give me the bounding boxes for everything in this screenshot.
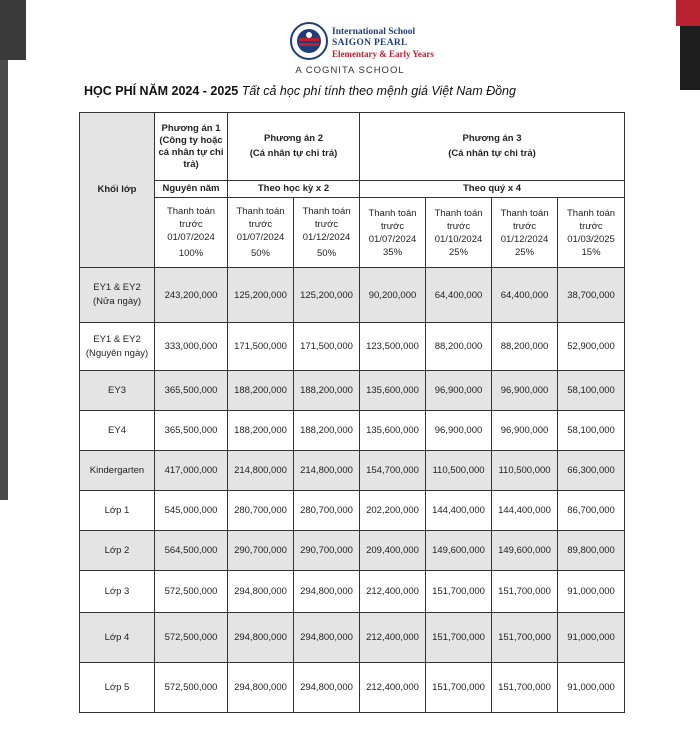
fee-cell: 171,500,000 bbox=[294, 323, 360, 371]
fee-cell: 135,600,000 bbox=[360, 411, 426, 451]
fee-cell: 90,200,000 bbox=[360, 268, 426, 323]
fee-cell: 91,000,000 bbox=[558, 571, 625, 613]
option2-header bbox=[228, 113, 360, 181]
school-name-line3: Elementary & Early Years bbox=[332, 49, 434, 59]
fee-cell: 212,400,000 bbox=[360, 663, 426, 713]
fee-cell: 151,700,000 bbox=[426, 663, 492, 713]
school-tagline: A COGNITA SCHOOL bbox=[295, 65, 405, 76]
fee-cell: 149,600,000 bbox=[426, 531, 492, 571]
option1-header: Phương án 1 (Công ty hoặc cá nhân tự chi trả) bbox=[155, 113, 228, 181]
fee-cell: 64,400,000 bbox=[492, 268, 558, 323]
fee-cell: 64,400,000 bbox=[426, 268, 492, 323]
payment-header: Thanh toán trước 01/12/2024 25% bbox=[492, 198, 558, 268]
payment-header: Thanh toán trước 01/10/2024 25% bbox=[426, 198, 492, 268]
payment-header: Thanh toán trước 01/07/2024 35% bbox=[360, 198, 426, 268]
option3-subtitle: (Cá nhân tự chi trả) bbox=[448, 148, 536, 159]
fee-cell: 209,400,000 bbox=[360, 531, 426, 571]
fee-cell: 86,700,000 bbox=[558, 491, 625, 531]
fee-cell: 58,100,000 bbox=[558, 371, 625, 411]
option2-subtitle: (Cá nhân tự chi trả) bbox=[249, 148, 338, 159]
fee-cell: 188,200,000 bbox=[228, 371, 294, 411]
fee-cell: 66,300,000 bbox=[558, 451, 625, 491]
table-row bbox=[80, 451, 625, 491]
payment-header: Thanh toán trước 01/12/2024 50% bbox=[294, 198, 360, 268]
table-row bbox=[80, 531, 625, 571]
page-title bbox=[84, 84, 516, 98]
grade-label: EY3 bbox=[80, 371, 155, 411]
fee-cell: 96,900,000 bbox=[426, 411, 492, 451]
option2-plan: Theo học kỳ x 2 bbox=[228, 181, 360, 198]
fee-cell: 365,500,000 bbox=[155, 371, 228, 411]
fee-cell: 110,500,000 bbox=[492, 451, 558, 491]
payment-header: Thanh toán trước 01/03/2025 15% bbox=[558, 198, 625, 268]
fee-cell: 417,000,000 bbox=[155, 451, 228, 491]
fee-cell: 280,700,000 bbox=[228, 491, 294, 531]
fee-cell: 151,700,000 bbox=[492, 663, 558, 713]
table-row bbox=[80, 323, 625, 371]
fee-cell: 572,500,000 bbox=[155, 663, 228, 713]
fee-cell: 365,500,000 bbox=[155, 411, 228, 451]
option3-header bbox=[360, 113, 625, 181]
grade-label: Lớp 4 bbox=[80, 613, 155, 663]
title-note: Tất cả học phí tính theo mệnh giá Việt Nam Đồng bbox=[241, 84, 516, 98]
grade-label: EY1 & EY2 (Nửa ngày) bbox=[80, 268, 155, 323]
fee-cell: 564,500,000 bbox=[155, 531, 228, 571]
fee-cell: 96,900,000 bbox=[426, 371, 492, 411]
fee-cell: 151,700,000 bbox=[426, 571, 492, 613]
fee-cell: 572,500,000 bbox=[155, 613, 228, 663]
table-row bbox=[80, 613, 625, 663]
fee-cell: 96,900,000 bbox=[492, 411, 558, 451]
fee-cell: 294,800,000 bbox=[228, 571, 294, 613]
fee-cell: 123,500,000 bbox=[360, 323, 426, 371]
school-name-line1: International School bbox=[332, 27, 416, 37]
fee-table bbox=[79, 112, 625, 713]
fee-cell: 171,500,000 bbox=[228, 323, 294, 371]
fee-cell: 243,200,000 bbox=[155, 268, 228, 323]
fee-cell: 188,200,000 bbox=[294, 411, 360, 451]
grade-label: Lớp 1 bbox=[80, 491, 155, 531]
fee-cell: 333,000,000 bbox=[155, 323, 228, 371]
table-row bbox=[80, 571, 625, 613]
fee-cell: 144,400,000 bbox=[492, 491, 558, 531]
fee-cell: 294,800,000 bbox=[294, 613, 360, 663]
fee-cell: 151,700,000 bbox=[426, 613, 492, 663]
fee-cell: 214,800,000 bbox=[294, 451, 360, 491]
fee-cell: 89,800,000 bbox=[558, 531, 625, 571]
title-main: HỌC PHÍ NĂM 2024 - 2025 bbox=[84, 84, 239, 98]
fee-cell: 294,800,000 bbox=[228, 613, 294, 663]
fee-cell: 88,200,000 bbox=[426, 323, 492, 371]
fee-cell: 572,500,000 bbox=[155, 571, 228, 613]
fee-cell: 110,500,000 bbox=[426, 451, 492, 491]
option1-plan: Nguyên năm bbox=[155, 181, 228, 198]
fee-cell: 290,700,000 bbox=[294, 531, 360, 571]
fee-cell: 151,700,000 bbox=[492, 571, 558, 613]
fee-cell: 188,200,000 bbox=[294, 371, 360, 411]
school-seal-icon bbox=[290, 22, 328, 60]
fee-cell: 88,200,000 bbox=[492, 323, 558, 371]
option3-plan: Theo quý x 4 bbox=[360, 181, 625, 198]
payment-header: Thanh toán trước 01/07/2024 100% bbox=[155, 198, 228, 268]
fee-cell: 151,700,000 bbox=[492, 613, 558, 663]
fee-cell: 154,700,000 bbox=[360, 451, 426, 491]
fee-cell: 96,900,000 bbox=[492, 371, 558, 411]
option2-title: Phương án 2 bbox=[263, 133, 324, 144]
table-row bbox=[80, 371, 625, 411]
fee-cell: 294,800,000 bbox=[294, 571, 360, 613]
fee-cell: 294,800,000 bbox=[294, 663, 360, 713]
fee-cell: 545,000,000 bbox=[155, 491, 228, 531]
fee-cell: 212,400,000 bbox=[360, 613, 426, 663]
school-name-line2: SAIGON PEARL bbox=[332, 38, 408, 48]
fee-cell: 38,700,000 bbox=[558, 268, 625, 323]
fee-cell: 202,200,000 bbox=[360, 491, 426, 531]
fee-cell: 125,200,000 bbox=[228, 268, 294, 323]
grade-label: Lớp 5 bbox=[80, 663, 155, 713]
fee-cell: 52,900,000 bbox=[558, 323, 625, 371]
option3-title: Phương án 3 bbox=[462, 133, 522, 144]
fee-cell: 212,400,000 bbox=[360, 571, 426, 613]
fee-cell: 280,700,000 bbox=[294, 491, 360, 531]
table-row bbox=[80, 411, 625, 451]
grade-label: Kindergarten bbox=[80, 451, 155, 491]
grade-label: Lớp 2 bbox=[80, 531, 155, 571]
fee-cell: 188,200,000 bbox=[228, 411, 294, 451]
grade-column-header: Khối lớp bbox=[80, 113, 155, 268]
fee-cell: 91,000,000 bbox=[558, 613, 625, 663]
fee-cell: 144,400,000 bbox=[426, 491, 492, 531]
fee-cell: 214,800,000 bbox=[228, 451, 294, 491]
fee-cell: 135,600,000 bbox=[360, 371, 426, 411]
fee-cell: 290,700,000 bbox=[228, 531, 294, 571]
fee-cell: 91,000,000 bbox=[558, 663, 625, 713]
fee-cell: 125,200,000 bbox=[294, 268, 360, 323]
fee-cell: 294,800,000 bbox=[228, 663, 294, 713]
table-row bbox=[80, 491, 625, 531]
grade-label: EY1 & EY2 (Nguyên ngày) bbox=[80, 323, 155, 371]
corner-decoration-black bbox=[680, 26, 700, 90]
fee-cell: 149,600,000 bbox=[492, 531, 558, 571]
fee-cell: 58,100,000 bbox=[558, 411, 625, 451]
payment-header: Thanh toán trước 01/07/2024 50% bbox=[228, 198, 294, 268]
table-row bbox=[80, 663, 625, 713]
table-row bbox=[80, 268, 625, 323]
grade-label: EY4 bbox=[80, 411, 155, 451]
grade-label: Lớp 3 bbox=[80, 571, 155, 613]
